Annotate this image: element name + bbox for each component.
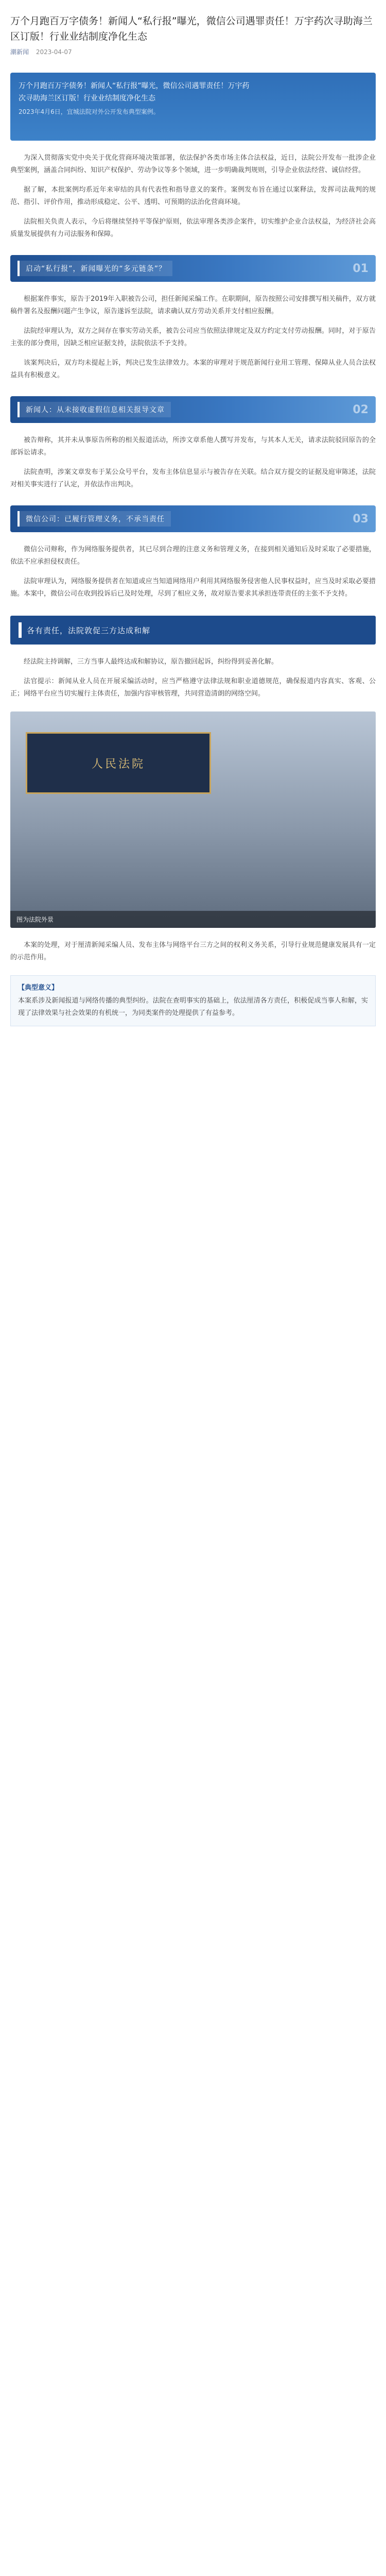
conclusion-heading-label: 各有责任，法院敦促三方达成和解 (27, 625, 151, 635)
court-sign (26, 732, 211, 794)
heading-accent-bar (19, 622, 22, 638)
section-heading-3 (10, 505, 376, 532)
significance-text: 本案系涉及新闻报道与网络传播的典型纠纷。法院在查明事实的基础上，依法厘清各方责任，积极促成当事人和解，实现了法律效果与社会效果的有机统一，为同类案件的处理提供了有益参考。 (18, 997, 368, 1017)
section-number: 02 (353, 403, 369, 416)
intro-banner (10, 73, 376, 141)
section-heading-1 (10, 255, 376, 282)
intro-note: 2023年4月6日，宜城法院对外公开发布典型案例。 (19, 108, 160, 115)
paragraph: 该案判决后，双方均未提起上诉，判决已发生法律效力。本案的审理对于规范新闻行业用工管理、保障从业人员合法权益具有积极意义。 (10, 359, 376, 379)
article-title: 万个月跑百万字债务！新闻人“私行报”曝光，微信公司遇罪责任！万宇药次寻助海兰区订版！行业业结制度净化生态 (10, 15, 373, 42)
paragraph: 法院查明，涉案文章发布于某公众号平台，发布主体信息显示与被告存在关联。结合双方提交的证据及庭审陈述，法院对相关事实进行了认定，并依法作出判决。 (10, 468, 376, 488)
significance-box (10, 975, 376, 1026)
paragraph: 被告辩称，其并未从事原告所称的相关报道活动，所涉文章系他人撰写并发布，与其本人无关，请求法院驳回原告的全部诉讼请求。 (10, 436, 376, 456)
paragraph: 经法院主持调解，三方当事人最终达成和解协议，原告撤回起诉，纠纷得到妥善化解。 (24, 658, 278, 666)
publish-date: 2023-04-07 (36, 48, 72, 56)
paragraph: 为深入贯彻落实党中央关于优化营商环境决策部署，依法保护各类市场主体合法权益，近日，法院公开发布一批涉企业典型案例，涵盖合同纠纷、知识产权保护、劳动争议等多个领域，进一步明确裁判规则，引导企业依法经营、诚信经营。 (10, 154, 376, 174)
paragraph: 根据案件事实，原告于2019年入职被告公司，担任新闻采编工作。在职期间，原告按照公司安排撰写相关稿件，双方就稿件署名及报酬问题产生争议，原告遂诉至法院，请求确认双方劳动关系并支付相应报酬。 (10, 295, 376, 315)
article-meta (10, 47, 376, 56)
court-photo (10, 711, 376, 928)
significance-label: 【典型意义】 (18, 984, 59, 992)
section-heading-label: 启动“私行报”，新闻曝光的“多元链条”？ (17, 261, 172, 276)
paragraph: 微信公司辩称，作为网络服务提供者，其已尽到合理的注意义务和管理义务，在接到相关通知后及时采取了必要措施，依法不应承担侵权责任。 (10, 546, 376, 566)
section-number: 01 (353, 262, 369, 275)
paragraph: 本案的处理，对于厘清新闻采编人员、发布主体与网络平台三方之间的权利义务关系，引导行业规范健康发展具有一定的示范作用。 (10, 941, 376, 961)
article-header (0, 0, 386, 61)
section-number: 03 (353, 512, 369, 526)
paragraph: 法官提示：新闻从业人员在开展采编活动时，应当严格遵守法律法规和职业道德规范，确保报道内容真实、客观、公正；网络平台应当切实履行主体责任，加强内容审核管理，共同营造清朗的网络空间。 (10, 677, 376, 698)
paragraph: 法院相关负责人表示，今后将继续坚持平等保护原则，依法审理各类涉企案件，切实维护企业合法权益，为经济社会高质量发展提供有力司法服务和保障。 (10, 218, 376, 238)
paragraph: 据了解，本批案例均系近年来审结的具有代表性和指导意义的案件。案例发布旨在通过以案释法，发挥司法裁判的规范、指引、评价作用，推动形成稳定、公平、透明、可预期的法治化营商环境。 (10, 186, 376, 206)
section-heading-2 (10, 396, 376, 423)
photo-caption: 图为法院外景 (10, 911, 376, 928)
paragraph: 法院审理认为，网络服务提供者在知道或应当知道网络用户利用其网络服务侵害他人民事权益时，应当及时采取必要措施。本案中，微信公司在收到投诉后已及时处理，尽到了相应义务，故对原告要求其承担连带责任的主张不予支持。 (10, 578, 376, 598)
court-sign-text: 人民法院 (91, 757, 145, 771)
paragraph: 法院经审理认为，双方之间存在事实劳动关系，被告公司应当依照法律规定及双方约定支付劳动报酬。同时，对于原告主张的部分费用，因缺乏相应证据支持，法院依法不予支持。 (10, 327, 376, 347)
conclusion-heading (10, 616, 376, 645)
section-heading-label: 新闻人：从未接收虚假信息相关报导文章 (17, 402, 171, 417)
account-name[interactable]: 潮新闻 (10, 48, 29, 56)
section-heading-label: 微信公司：已履行管理义务，不承当责任 (17, 511, 171, 527)
intro-line-1: 万个月跑百万字债务！新闻人“私行报”曝光，微信公司遇罪责任！万宇药 (19, 82, 250, 90)
intro-line-2: 次寻助海兰区订版！行业业结制度净化生态 (19, 94, 155, 103)
article-content (0, 73, 386, 1026)
